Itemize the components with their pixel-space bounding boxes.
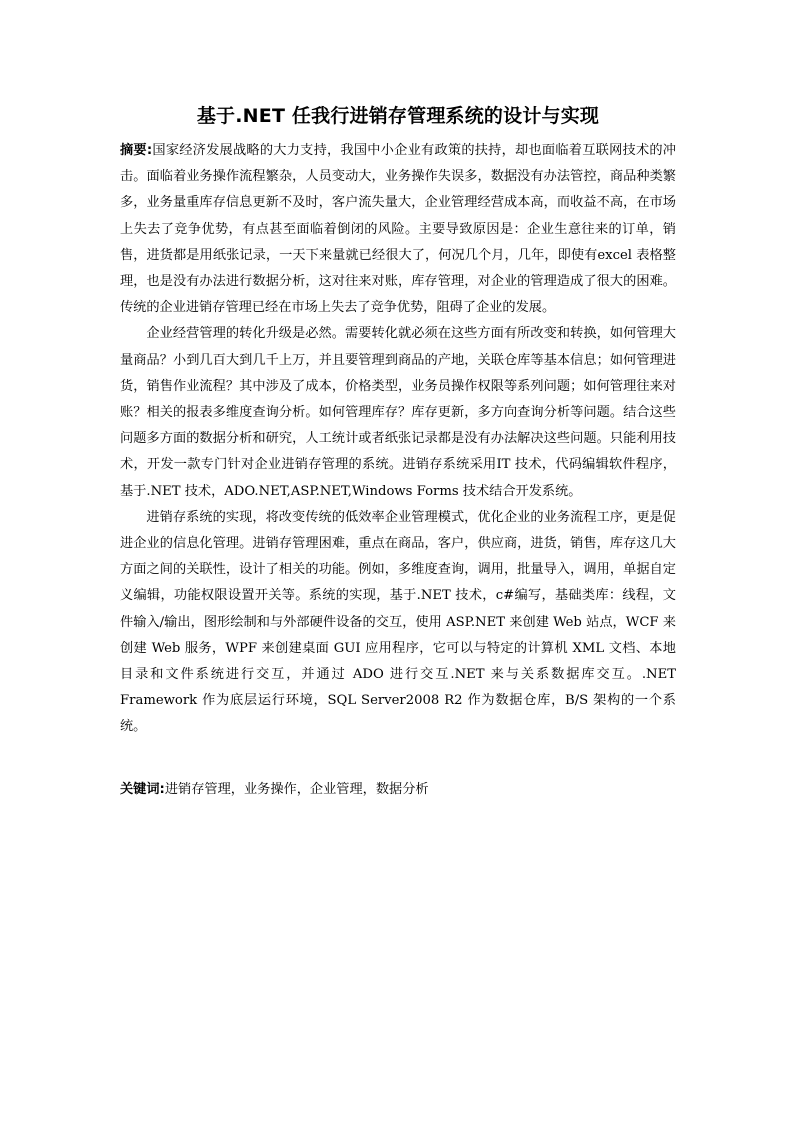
paper-title: 基于.NET 任我行进销存管理系统的设计与实现	[196, 105, 600, 127]
keywords-label: 关键词:	[120, 781, 165, 797]
abstract-paragraph-2: 企业经营管理的转化升级是必然。需要转化就必须在这些方面有所改变和转换，如何管理大量商品？小到几百大到几千上万，并且要管理到商品的产地，关联仓库等基本信息；如何管理进货，销售作业流程？其中涉及了成本，价格类型，业务员操作权限等系列问题；如何管理往来对账？相关的报表多维度查询分析。如何管理库存？库存更新，多方向查询分析等问题。结合这些问题多方面的数据分析和研究，人工统计或者纸张记录都是没有办法解决这些问题。只能利用技术，开发一款专门针对企业进销存管理的系统。进销存系统采用IT 技术，代码编辑软件程序，基于.NET 技术，ADO.NET,ASP.NET,Windows Forms 技术结合开发系统。	[120, 326, 676, 499]
keywords-text: 进销存管理，业务操作，企业管理，数据分析	[164, 781, 429, 797]
document-page	[120, 100, 676, 803]
abstract-paragraph-1	[120, 138, 676, 321]
abstract-label: 摘要:	[120, 143, 153, 158]
abstract-paragraph-3: 进销存系统的实现，将改变传统的低效率企业管理模式，优化企业的业务流程工序，更是促进企业的信息化管理。进销存管理困难，重点在商品，客户，供应商，进货，销售，库存这几大方面之间的关联性，设计了相关的功能。例如，多维度查询，调用，批量导入，调用，单据自定义编辑，功能权限设置开关等。系统的实现，基于.NET 技术，c#编写，基础类库：线程，文件输入/输出，图形绘制和与外部硬件设备的交互，使用 ASP.NET 来创建 Web 站点，WCF 来创建 Web 服务，WPF 来创建桌面 GUI 应用程序，它可以与特定的计算机 XML 文档、本地目录和文件系统进行交互，并通过 ADO 进行交互.NET 来与关系数据库交互。.NET Framework 作为底层运行环境，SQL Server2008 R2 作为数据仓库，B/S 架构的一个系统。	[120, 509, 676, 735]
keywords-line	[120, 777, 676, 803]
abstract-paragraph-1-text: 国家经济发展战略的大力支持，我国中小企业有政策的扶持，却也面临着互联网技术的冲击。面临着业务操作流程繁杂，人员变动大，业务操作失误多，数据没有办法管控，商品种类繁多，业务量重库存信息更新不及时，客户流失量大，企业管理经营成本高，而收益不高，在市场上失去了竞争优势，有点甚至面临着倒闭的风险。主要导致原因是：企业生意往来的订单，销售，进货都是用纸张记录，一天下来量就已经很大了，何况几个月，几年，即使有excel 表格整理，也是没有办法进行数据分析，这对往来对账，库存管理，对企业的管理造成了很大的困难。传统的企业进销存管理已经在市场上失去了竞争优势，阻碍了企业的发展。	[120, 143, 676, 316]
